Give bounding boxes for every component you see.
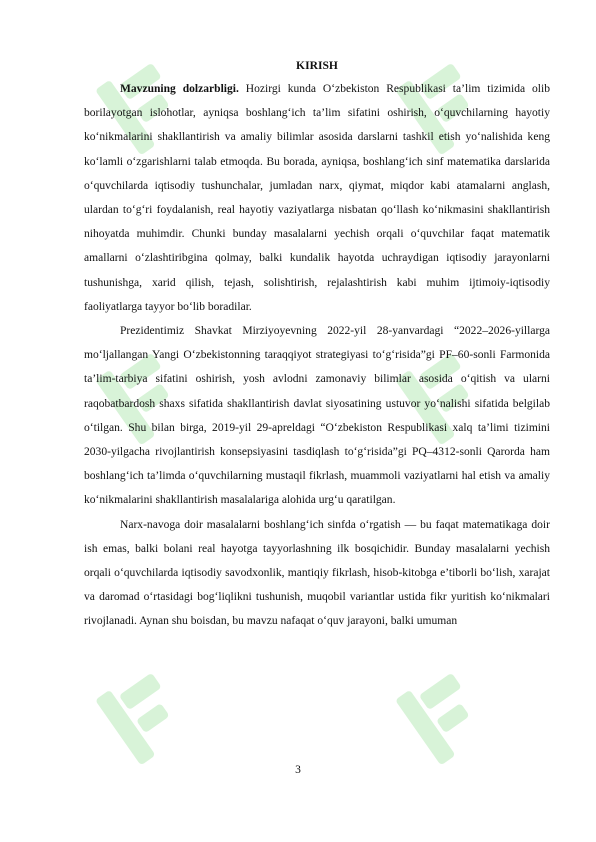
paragraph-text: Narx-navoga doir masalalarni boshlang‘ich sinfda o‘rgatish — bu faqat matematikaga doir ish emas, balki bolani real hayotga tayyorlashning ilk bosqichidir. Bunday masalalarni yechish orqali o‘quvchilarda iqtisodiy savodxonlik, mantiqiy fikrlash, hisob-kitobga e’tiborli bo‘lish, xarajat va daromad o‘rtasidagi bog‘liqlikni tushunish, muqobil variantlar ustida fikr yuritish ko‘nikmalari rivojlanadi. Aynan shu boisdan, bu mavzu nafaqat o‘quv jarayoni, balki umuman: [84, 518, 550, 628]
document-title: KIRISH: [296, 59, 338, 72]
watermark-mark: [95, 664, 192, 765]
watermark-mark: [395, 664, 492, 765]
paragraph-decree: [84, 319, 550, 513]
paragraph-text: Hozirgi kunda O‘zbekiston Respublikasi ta’lim tizimida olib borilayotgan islohotlar, ayniqsa boshlang‘ich ta’lim sifatini oshirish, o‘quvchilarning hayotiy ko‘nikmalarini shakllantirish va amaliy bilimlar asosida darslarni tashkil etish yo‘nalishida keng ko‘lamli o‘zgarishlarni talab etmoqda. Bu borada, ayniqsa, boshlang‘ich sinf matematika darslarida o‘quvchilarda iqtisodiy tushunchalar, jumladan narx, qiymat, miqdor kabi atamalarni anglash, ulardan to‘g‘ri foydalanish, real hayotiy vaziyatlarga nisbatan qo‘llash ko‘nikmasini shakllantirish nihoyatda muhimdir. Chunki bunday masalalarni yechish orqali o‘quvchilar faqat matematik amallarni o‘zlashtiribgina qolmay, balki kundalik hayotda uchraydigan iqtisodiy jarayonlarni tushunishga, xarid qilish, tejash, solishtirish, rejalashtirish kabi muhim ijtimoiy-iqtisodiy faoliyatlarga tayyor bo‘lib boradilar.: [84, 83, 550, 313]
paragraph-text: Prezidentimiz Shavkat Mirziyoyevning 2022-yil 28-yanvardagi “2022–2026-yillarga mo‘ljallangan Yangi O‘zbekistonning taraqqiyot strategiyasi to‘g‘risida”gi PF–60-sonli Farmonida ta’lim-tarbiya sifatini oshirish, yosh avlodni zamonaviy bilimlar asosida o‘qitish va ularni raqobatbardosh shaxs sifatida shakllantirish davlat siyosatining ustuvor yo‘nalishi sifatida belgilab o‘tilgan. Shu bilan birga, 2019-yil 29-apreldagi “O‘zbekiston Respublikasi xalq ta’limi tizimini 2030-yilgacha rivojlantirish konsepsiyasini tasdiqlash to‘g‘risida”gi PQ–4312-sonli Qarorda ham boshlang‘ich ta’limda o‘quvchilarning mustaqil fikrlash, muammoli vaziyatlarni hal etish va amaliy ko‘nikmalarini shakllantirish masalalariga alohida urg‘u qaratilgan.: [84, 325, 550, 507]
paragraph-price-problems: [84, 513, 550, 634]
paragraph-lead: Mavzuning dolzarbligi.: [120, 83, 239, 95]
page-number: 3: [295, 764, 301, 776]
document-page: [84, 58, 550, 634]
paragraph-relevance: [84, 77, 550, 319]
